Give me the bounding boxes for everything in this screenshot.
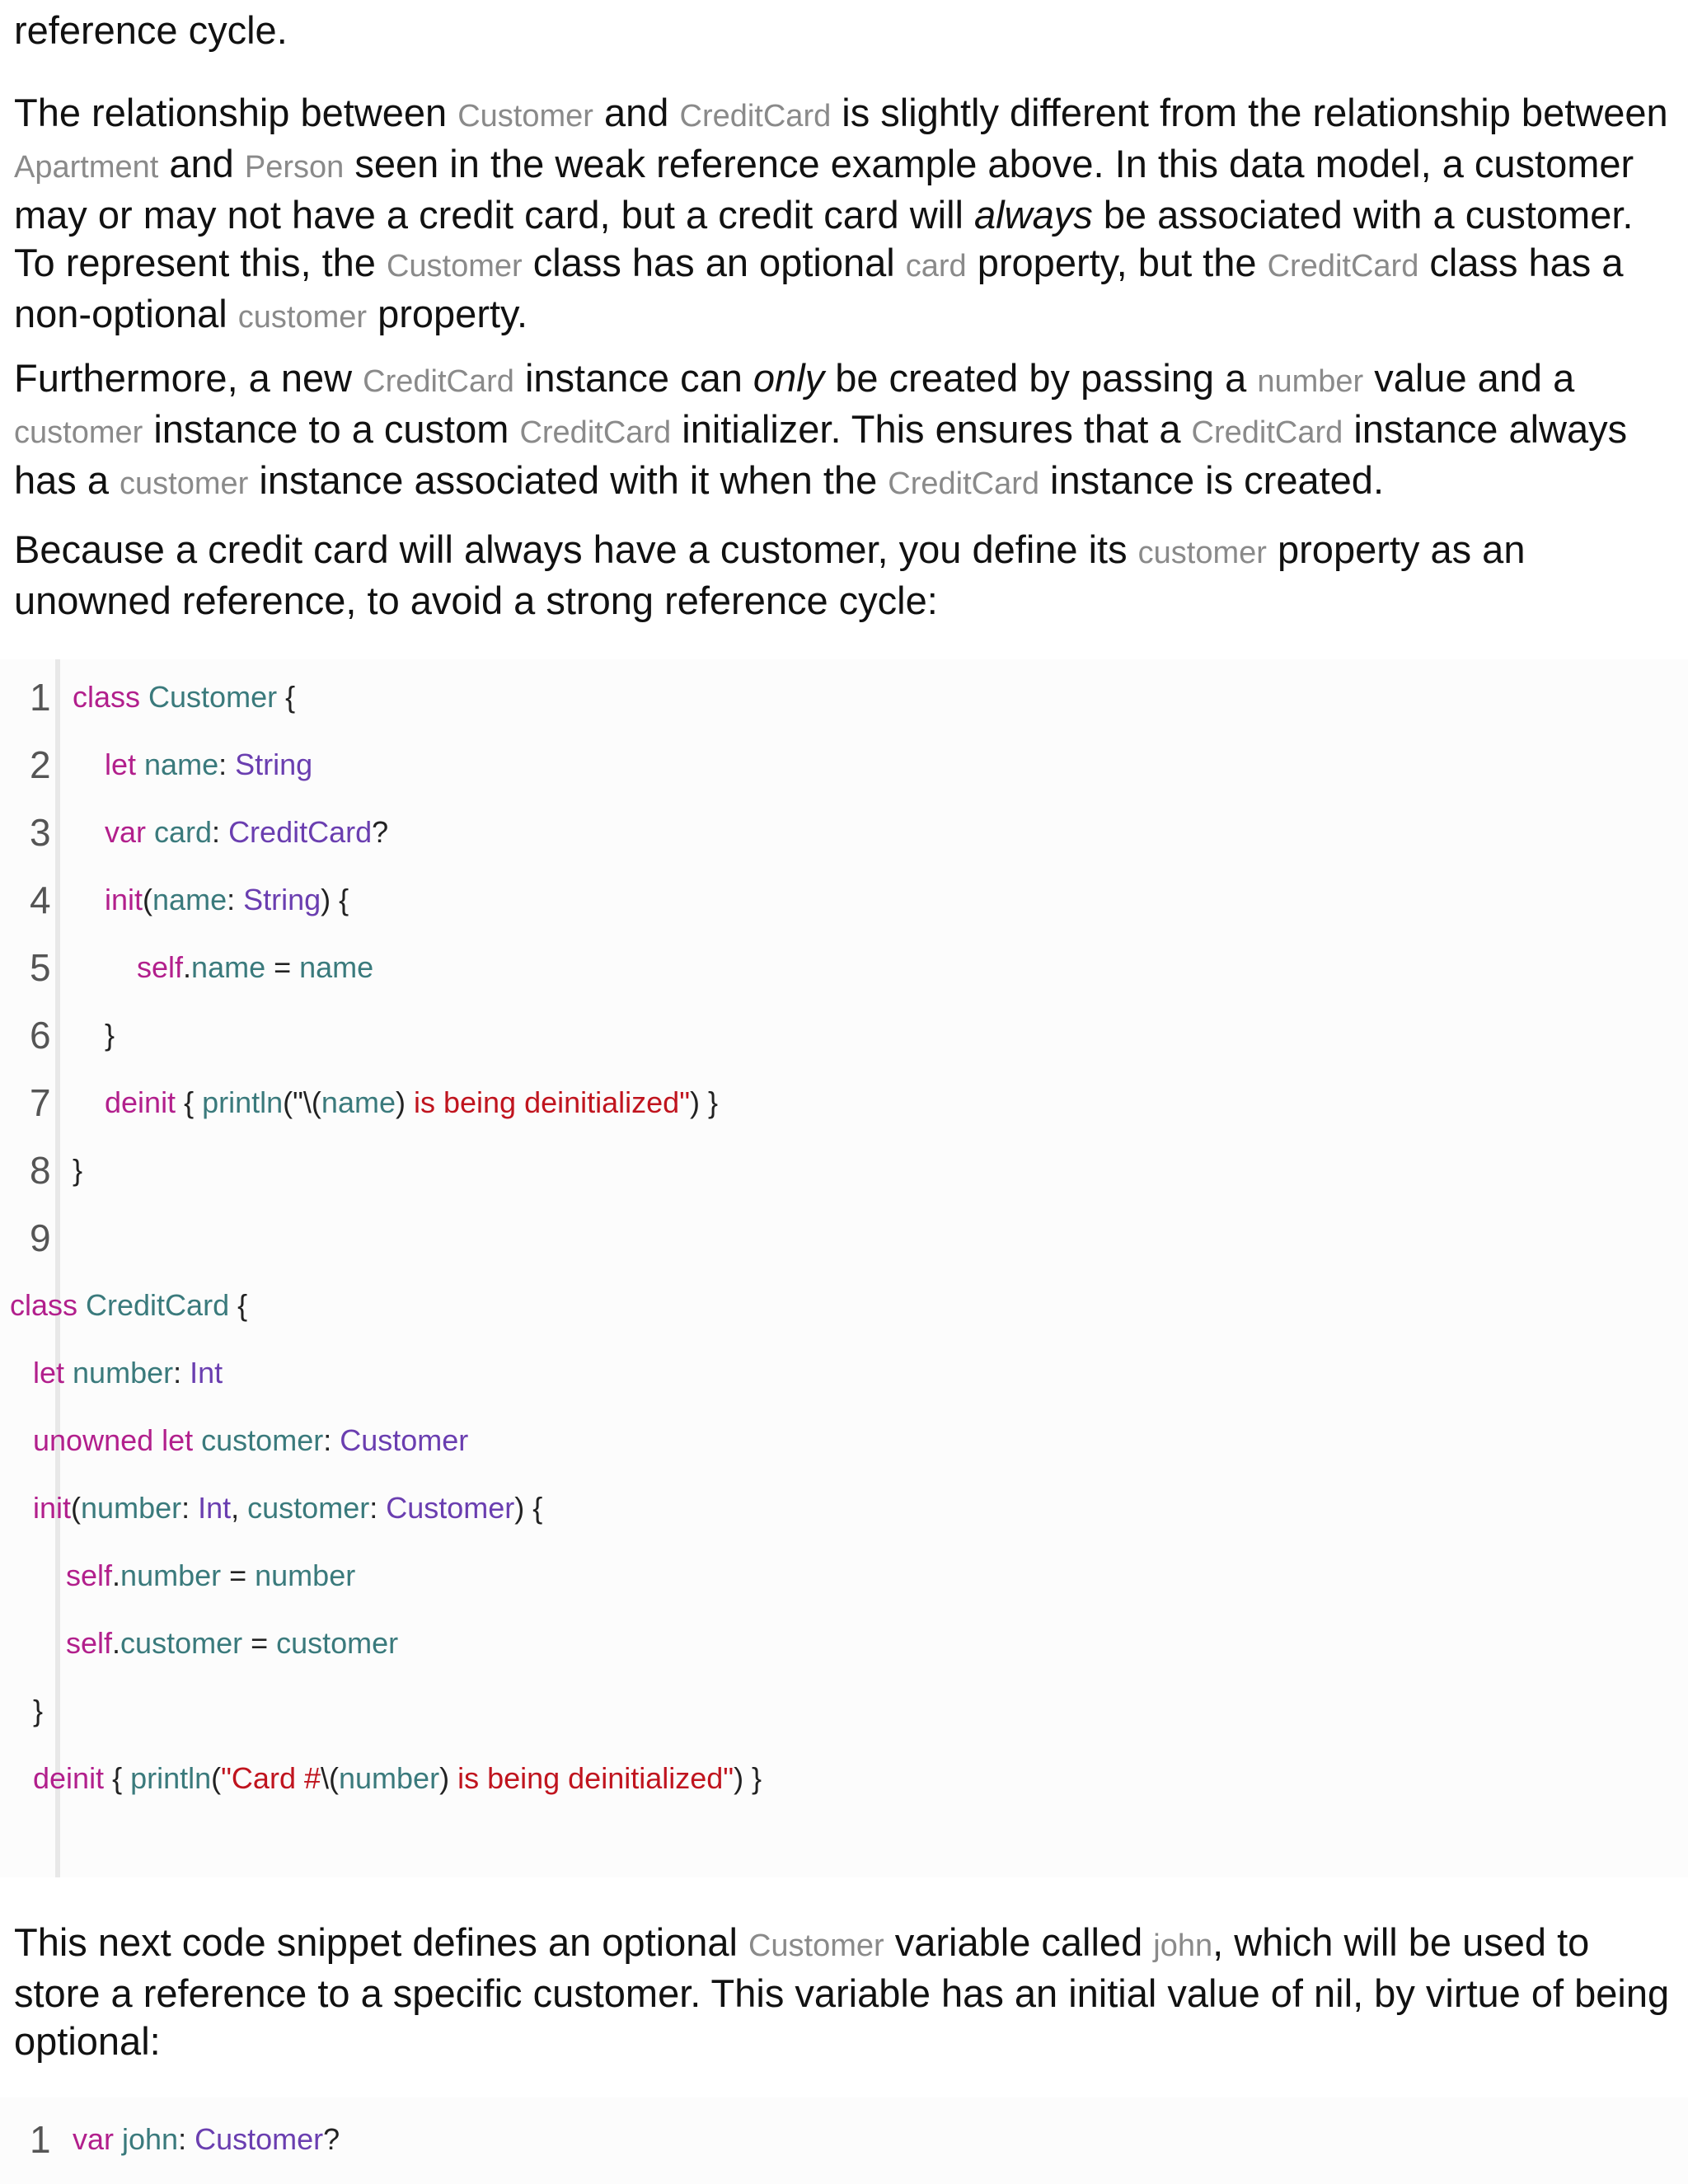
code-token: Int — [198, 1491, 232, 1525]
code-token: self — [137, 950, 184, 984]
line-number: 2 — [30, 743, 51, 786]
code-token: . — [112, 1558, 121, 1592]
code-line — [0, 731, 1688, 799]
code-token: number — [339, 1761, 440, 1795]
text: class has an optional — [522, 241, 906, 284]
inline-code: CreditCard — [1267, 249, 1419, 284]
inline-code: customer — [1137, 536, 1267, 570]
code-token: number — [81, 1491, 182, 1525]
text: Because a credit card will always have a customer, you define its — [14, 527, 1138, 571]
text: property as an unowned reference, to avoid a strong reference cycle: — [14, 527, 1526, 622]
line-number: 8 — [30, 1149, 51, 1192]
code-token: = — [242, 1626, 277, 1660]
text: reference cycle. — [14, 8, 288, 52]
line-number: 9 — [30, 1216, 51, 1259]
code-line — [0, 934, 1688, 1001]
code-token: john — [122, 2122, 179, 2156]
line-number: 4 — [30, 879, 51, 921]
text: The relationship between — [14, 91, 458, 134]
inline-code: CreditCard — [888, 466, 1039, 501]
text: , which will be used to store a reference to a specific customer. This variable has an initial value of nil, by virtue of being optional: — [14, 1920, 1670, 2063]
text: value and a — [1363, 356, 1575, 400]
inline-code: number — [1257, 364, 1364, 399]
code-token: customer — [276, 1626, 399, 1660]
inline-code: Customer — [457, 99, 593, 134]
code-token: ) } — [689, 1085, 718, 1119]
code-token: var — [105, 815, 155, 849]
code-token: String — [235, 748, 313, 781]
code-token: CreditCard — [228, 815, 373, 849]
emphasis: always — [974, 193, 1093, 237]
code-text — [10, 1272, 247, 1339]
code-token: } — [33, 1694, 44, 1727]
code-token: class — [10, 1288, 87, 1322]
code-block-customer-creditcard — [0, 659, 1688, 1877]
code-text — [73, 2106, 340, 2173]
line-number: 7 — [30, 1081, 51, 1124]
code-token: ("\( — [283, 1085, 321, 1119]
code-token: deinit — [105, 1085, 176, 1119]
code-token: self — [66, 1558, 113, 1592]
code-token: ? — [372, 815, 389, 849]
text: instance to a custom — [143, 407, 520, 451]
inline-code: card — [905, 249, 967, 284]
inline-code: Apartment — [14, 150, 159, 185]
code-text — [33, 1745, 762, 1812]
inline-code: CreditCard — [1191, 415, 1343, 450]
code-text — [105, 1069, 718, 1137]
code-token: name — [152, 883, 227, 916]
code-token: = — [221, 1558, 256, 1592]
paragraph-unowned-reason — [14, 526, 1671, 625]
code-line — [0, 1745, 1688, 1812]
code-token: : — [369, 1491, 387, 1525]
inline-code: customer — [14, 415, 143, 450]
line-number: 6 — [30, 1014, 51, 1057]
code-line — [0, 1069, 1688, 1137]
code-token: } — [73, 1153, 83, 1187]
code-token: class — [73, 680, 149, 714]
code-line — [0, 1610, 1688, 1677]
inline-code: CreditCard — [679, 99, 832, 134]
line-number: 1 — [30, 676, 51, 719]
code-token: ) — [439, 1761, 450, 1795]
code-token: : — [178, 2122, 195, 2156]
code-token: { — [176, 1085, 203, 1119]
code-text — [73, 1137, 82, 1204]
text: instance always has a — [14, 407, 1628, 502]
code-token: : — [173, 1356, 190, 1390]
code-token: , — [231, 1491, 248, 1525]
code-token: ) { — [321, 883, 349, 916]
text: is slightly different from the relationship between — [831, 91, 1668, 134]
text: variable called — [884, 1920, 1154, 1964]
code-token: Customer — [148, 680, 278, 714]
paragraph-furthermore — [14, 354, 1671, 508]
code-text — [33, 1339, 223, 1407]
code-token: init — [33, 1491, 72, 1525]
line-number: 5 — [30, 946, 51, 989]
text: Furthermore, a new — [14, 356, 363, 400]
inline-code: Customer — [748, 1929, 884, 1963]
code-token: name — [144, 748, 219, 781]
code-token: println — [130, 1761, 212, 1795]
code-token: number — [73, 1356, 174, 1390]
code-token: card — [154, 815, 213, 849]
code-token: name — [191, 950, 266, 984]
code-token: : — [227, 883, 244, 916]
code-token: Customer — [340, 1423, 469, 1457]
text: seen in the weak reference example above. In this data model, a customer may or may not have a credit card, but a credit card will — [14, 142, 1634, 237]
code-token: : — [218, 748, 236, 781]
code-line — [0, 1474, 1688, 1542]
code-token: = — [265, 950, 300, 984]
code-token: self — [66, 1626, 113, 1660]
text: and — [593, 91, 680, 134]
code-block-var-john — [0, 2097, 1688, 2184]
code-token: Customer — [195, 2122, 324, 2156]
line-number: 1 — [30, 2118, 51, 2161]
code-token: customer — [201, 1423, 324, 1457]
code-line — [0, 866, 1688, 934]
inline-code: Customer — [386, 249, 523, 284]
code-text — [137, 934, 373, 1001]
code-text — [105, 799, 388, 866]
code-token: ? — [323, 2122, 340, 2156]
text: instance is created. — [1039, 458, 1384, 502]
code-line — [0, 1407, 1688, 1474]
text: property. — [367, 292, 528, 335]
code-token: String — [243, 883, 321, 916]
emphasis: only — [753, 356, 825, 400]
code-token: ( — [211, 1761, 222, 1795]
inline-code: Person — [244, 150, 345, 185]
inline-code: john — [1153, 1929, 1213, 1963]
code-text — [105, 1001, 115, 1069]
code-line — [0, 663, 1688, 731]
code-line — [0, 799, 1688, 866]
code-line — [0, 1542, 1688, 1610]
code-line — [0, 1137, 1688, 1204]
code-text — [66, 1610, 398, 1677]
code-token: deinit — [33, 1761, 105, 1795]
code-token: is being deinitialized" — [449, 1761, 734, 1795]
code-text — [66, 1542, 355, 1610]
code-token: name — [321, 1085, 396, 1119]
text: class has a non-optional — [14, 241, 1624, 335]
code-text — [33, 1677, 43, 1745]
code-token: "Card # — [221, 1761, 321, 1795]
code-line — [0, 2106, 1688, 2173]
code-line — [0, 1677, 1688, 1745]
inline-code: customer — [120, 466, 249, 501]
code-token: name — [299, 950, 374, 984]
code-token: ) { — [514, 1491, 543, 1525]
code-token: unowned let — [33, 1423, 202, 1457]
code-token: . — [112, 1626, 121, 1660]
code-token: : — [181, 1491, 199, 1525]
text: This next code snippet defines an optional — [14, 1920, 748, 1964]
code-token: let — [33, 1356, 73, 1390]
paragraph-next-snippet — [14, 1919, 1671, 2065]
code-token: ) } — [734, 1761, 762, 1795]
code-token: customer — [247, 1491, 370, 1525]
paragraph-relationship — [14, 89, 1671, 341]
code-token: { — [104, 1761, 131, 1795]
paragraph-intro-fragment — [14, 7, 1671, 54]
code-line — [0, 1001, 1688, 1069]
code-text — [105, 866, 349, 934]
inline-code: CreditCard — [363, 364, 514, 399]
code-token: init — [105, 883, 143, 916]
code-token: { — [229, 1288, 248, 1322]
code-token: number — [255, 1558, 356, 1592]
code-token: is being deinitialized" — [405, 1085, 690, 1119]
code-token: ( — [71, 1491, 82, 1525]
text: be associated with a customer. To represent this, the — [14, 193, 1634, 284]
code-token: ) — [395, 1085, 406, 1119]
text: be created by passing a — [824, 356, 1258, 400]
code-token: var — [73, 2122, 123, 2156]
text: and — [158, 142, 245, 185]
code-line — [0, 1204, 1688, 1272]
code-token: let — [105, 748, 145, 781]
code-token: customer — [120, 1626, 243, 1660]
code-token: } — [105, 1018, 115, 1052]
code-token: { — [277, 680, 296, 714]
code-text — [33, 1474, 542, 1542]
code-text — [33, 1407, 468, 1474]
code-line — [0, 1272, 1688, 1339]
code-token: \( — [321, 1761, 339, 1795]
inline-code: customer — [237, 300, 368, 335]
code-text — [73, 663, 295, 731]
code-line — [0, 1339, 1688, 1407]
text: initializer. This ensures that a — [671, 407, 1192, 451]
code-text — [105, 731, 312, 799]
inline-code: CreditCard — [519, 415, 672, 450]
code-token: : — [323, 1423, 340, 1457]
code-token: Customer — [386, 1491, 515, 1525]
code-token: println — [202, 1085, 284, 1119]
code-token: Int — [190, 1356, 223, 1390]
text: property, but the — [966, 241, 1268, 284]
code-token: ( — [143, 883, 153, 916]
text: instance associated with it when the — [248, 458, 889, 502]
code-token: : — [212, 815, 229, 849]
line-number: 3 — [30, 811, 51, 854]
code-token: number — [120, 1558, 222, 1592]
code-token: CreditCard — [86, 1288, 230, 1322]
text: instance can — [513, 356, 753, 400]
code-token: . — [183, 950, 192, 984]
